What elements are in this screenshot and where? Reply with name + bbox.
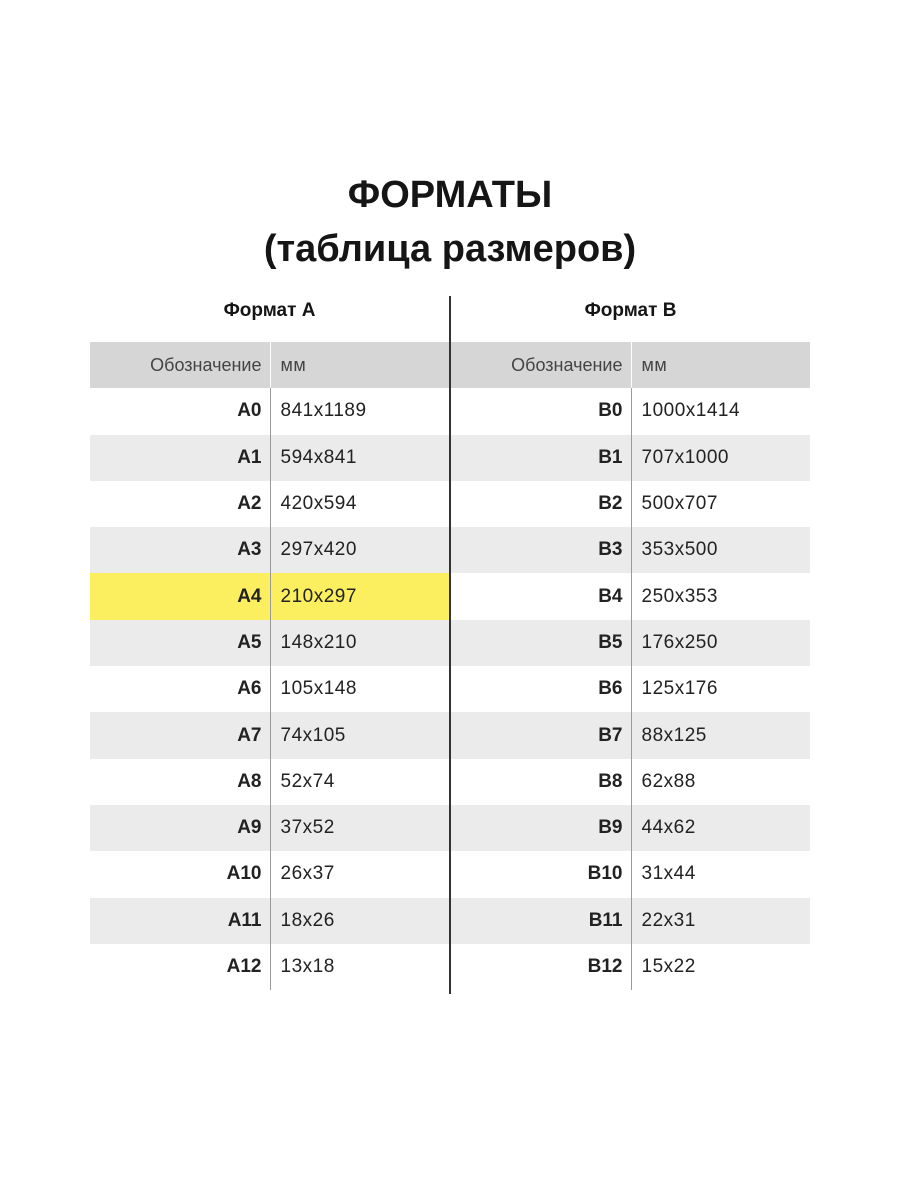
format-code-cell: A12 <box>90 944 270 990</box>
format-size-cell: 176x250 <box>631 620 810 666</box>
format-size-cell: 250x353 <box>641 585 718 607</box>
format-code-cell: B6 <box>451 666 631 712</box>
format-size-cell: 297x420 <box>270 527 449 573</box>
table-header-row <box>90 342 449 388</box>
format-code-cell: B10 <box>451 851 631 897</box>
format-b-heading: Формат В <box>584 300 677 321</box>
format-code-cell: A4 <box>90 573 270 619</box>
format-size-cell: 22x31 <box>631 898 810 944</box>
format-code-cell: A2 <box>90 481 270 527</box>
format-size-cell: 148x210 <box>270 620 449 666</box>
format-size-cell: 1000x1414 <box>641 400 741 422</box>
table-row <box>90 527 449 573</box>
format-code-cell: A9 <box>90 805 270 851</box>
format-code-cell: B7 <box>451 712 631 758</box>
format-a-section <box>90 296 449 990</box>
format-size-cell: 353x500 <box>631 527 810 573</box>
format-size-cell: 37x52 <box>270 805 449 851</box>
format-size-cell: 210x297 <box>270 573 449 619</box>
table-row <box>451 435 810 481</box>
table-row <box>451 573 810 619</box>
table-row <box>451 944 810 990</box>
format-code-cell: B2 <box>451 481 631 527</box>
format-size-cell: 74x105 <box>270 712 449 758</box>
format-code-cell: B5 <box>451 620 631 666</box>
table-row <box>451 759 810 805</box>
column-header-size: мм <box>631 342 810 388</box>
table-row <box>451 712 810 758</box>
format-size-cell: 500x707 <box>641 493 718 515</box>
table-row <box>90 944 449 990</box>
table-row <box>451 388 810 434</box>
title-line-1: ФОРМАТЫ <box>347 174 553 216</box>
table-row <box>90 388 449 434</box>
format-size-cell: 841x1189 <box>280 400 367 422</box>
format-size-cell: 105x148 <box>280 678 357 700</box>
format-size-cell: 52x74 <box>280 770 335 792</box>
table-row <box>90 851 449 897</box>
format-code-cell: A11 <box>90 898 270 944</box>
format-a-heading: Формат А <box>223 300 316 321</box>
format-code-cell: A1 <box>90 435 270 481</box>
format-code-cell: B1 <box>451 435 631 481</box>
format-code-cell: B4 <box>451 573 631 619</box>
format-size-cell: 707x1000 <box>631 435 810 481</box>
table-row <box>90 898 449 944</box>
format-b-table <box>451 342 810 990</box>
format-code-cell: A7 <box>90 712 270 758</box>
table-row <box>90 805 449 851</box>
table-row <box>90 481 449 527</box>
table-header-row <box>451 342 810 388</box>
page-title <box>0 168 900 276</box>
table-row <box>451 666 810 712</box>
format-size-cell: 26x37 <box>280 863 335 885</box>
table-row <box>451 527 810 573</box>
table-row <box>90 666 449 712</box>
format-code-cell: B12 <box>451 944 631 990</box>
format-code-cell: A3 <box>90 527 270 573</box>
format-size-cell: 15x22 <box>641 956 696 977</box>
column-header-code: Обозначение <box>451 342 631 388</box>
format-code-cell: A6 <box>90 666 270 712</box>
format-code-cell: B11 <box>451 898 631 944</box>
format-size-cell: 88x125 <box>631 712 810 758</box>
format-size-cell: 62x88 <box>641 770 696 792</box>
format-code-cell: B3 <box>451 527 631 573</box>
table-row <box>451 620 810 666</box>
format-a-table <box>90 342 449 990</box>
title-line-2: (таблица размеров) <box>263 228 637 270</box>
table-row <box>451 898 810 944</box>
format-b-section <box>451 296 810 990</box>
format-size-cell: 594x841 <box>270 435 449 481</box>
format-size-cell: 420x594 <box>280 493 357 515</box>
table-row <box>90 620 449 666</box>
column-header-code: Обозначение <box>90 342 270 388</box>
format-size-cell: 18x26 <box>270 898 449 944</box>
format-code-cell: A0 <box>90 388 270 434</box>
table-row <box>451 851 810 897</box>
format-code-cell: A10 <box>90 851 270 897</box>
format-code-cell: B9 <box>451 805 631 851</box>
table-row <box>90 759 449 805</box>
table-row <box>451 481 810 527</box>
column-header-size: мм <box>270 342 449 388</box>
format-size-cell: 13x18 <box>280 956 335 977</box>
format-size-cell: 44x62 <box>631 805 810 851</box>
table-row <box>451 805 810 851</box>
table-row <box>90 573 449 619</box>
table-row <box>90 435 449 481</box>
format-code-cell: A5 <box>90 620 270 666</box>
format-size-cell: 31x44 <box>641 863 696 885</box>
format-code-cell: B8 <box>451 759 631 805</box>
format-code-cell: B0 <box>451 388 631 434</box>
format-size-cell: 125x176 <box>641 678 718 700</box>
table-row <box>90 712 449 758</box>
format-code-cell: A8 <box>90 759 270 805</box>
